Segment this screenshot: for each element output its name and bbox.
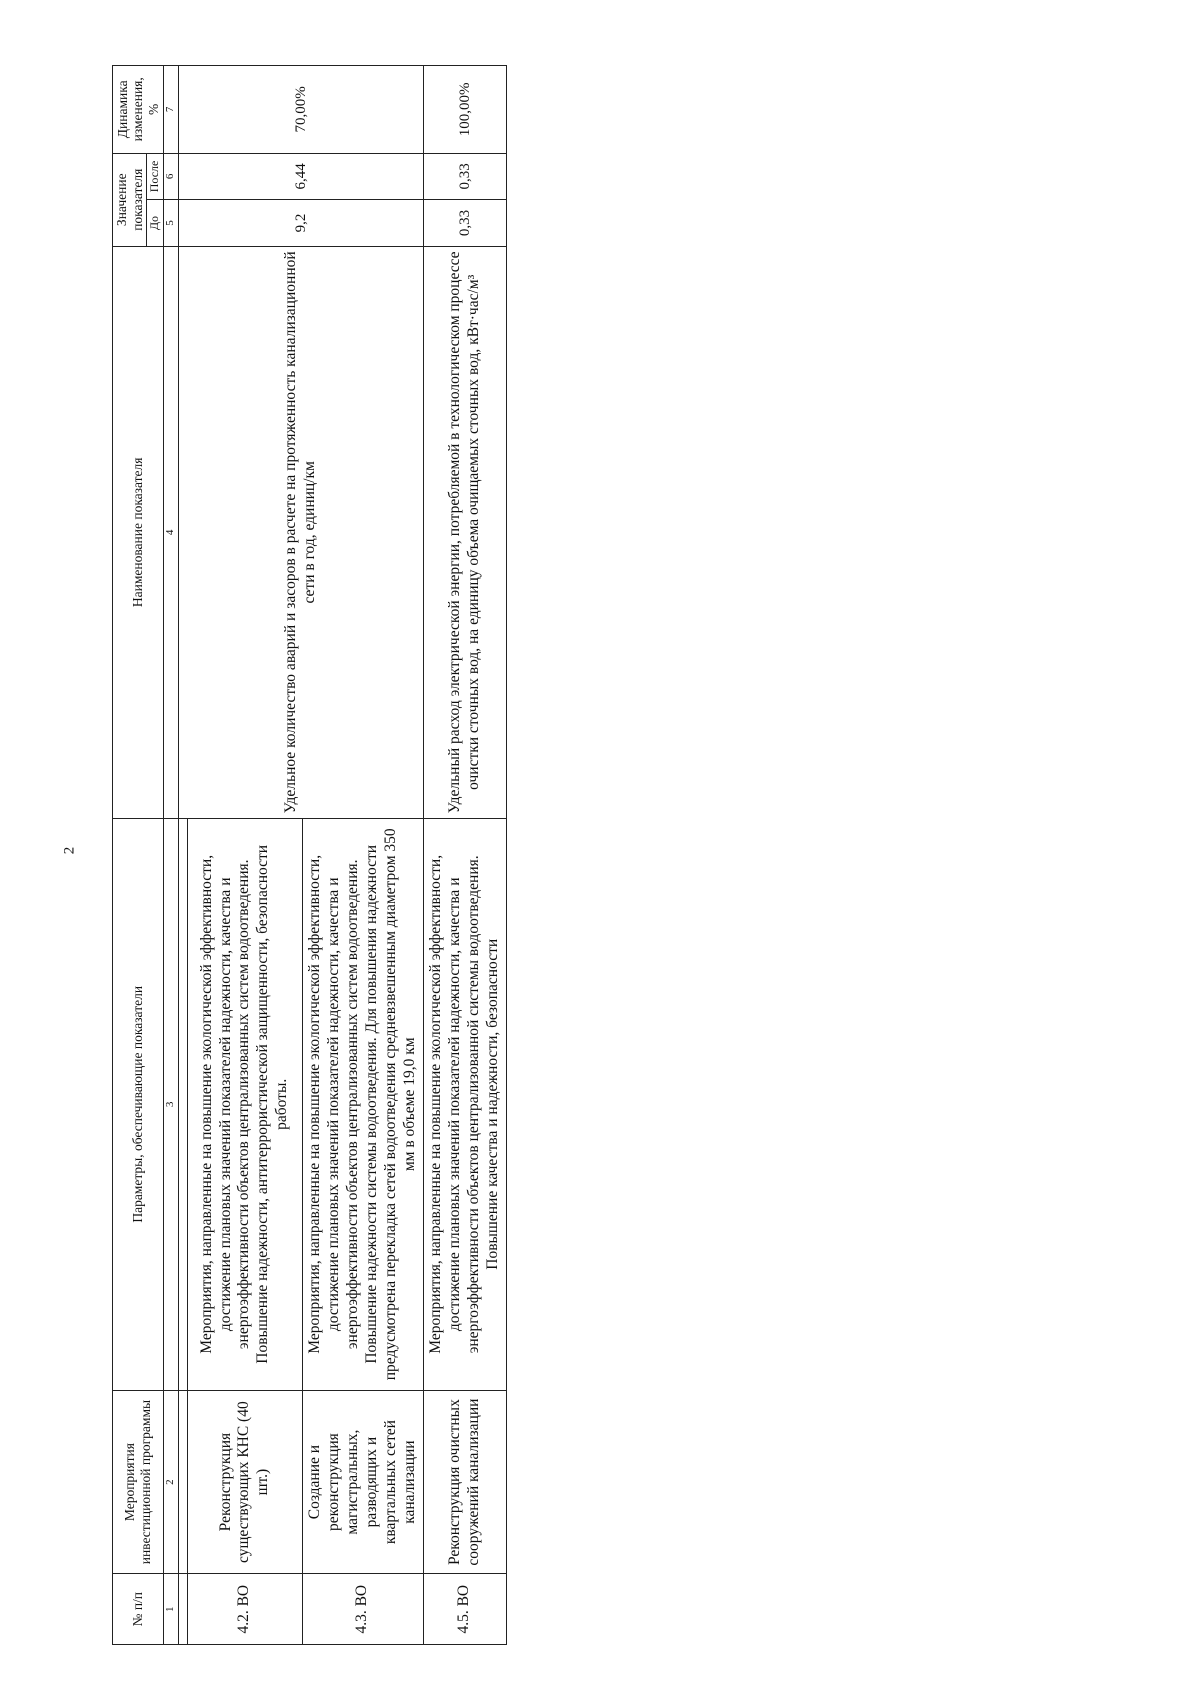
header-value: Значение показателя [113,153,147,246]
value-before-cell: 0,33 [423,200,506,247]
measure-cell: Создание и реконструкция магистральных, разводящих и квартальных сетей канализации [302,1390,423,1574]
value-after-cell: 6,44 [178,153,423,200]
column-index: 6 [163,153,178,200]
table-row-empty [178,66,187,1645]
indicator-name-cell: Удельное количество аварий и засоров в расчете на протяженность канализационной сети в год, единиц/км [178,246,423,818]
params-cell: Мероприятия, направленные на повышение экологической эффективности, достижение плановых значений показателей надежности, качества и энергоэффективности объектов централизованной системы водоотведения. Повышение качества и надежности, безопасности [423,818,506,1390]
column-index: 5 [163,200,178,247]
value-before-cell: 9,2 [178,200,423,247]
column-index: 1 [163,1574,178,1645]
row-number-cell: 4.2. ВО [188,1574,302,1645]
indicator-name-cell: Удельный расход электрической энергии, потребляемой в технологическом процессе очистки сточных вод, на единицу объема очищаемых сточных вод, кВт·час/м³ [423,246,506,818]
header-params: Параметры, обеспечивающие показатели [113,818,164,1390]
indicators-table [112,65,507,1645]
measure-cell: Реконструкция существующих КНС (40 шт.) [188,1390,302,1574]
column-index: 3 [163,818,178,1390]
column-index-row [163,66,178,1645]
table-row [423,66,506,1645]
header-dynamics: Динамика изменения, % [113,66,164,154]
measure-cell: Реконструкция очистных сооружений канализации [423,1390,506,1574]
dynamics-cell: 70,00% [178,66,423,154]
params-cell: Мероприятия, направленные на повышение экологической эффективности, достижение плановых значений показателей надежности, качества и энергоэффективности объектов централизованных систем водоотведения. Повышение надежности системы водоотведения. Для повышения надежности предусмотрена перекладка сетей водоотведения средневзвешенным диаметром 350 мм в объеме 19,0 км [302,818,423,1390]
params-cell: Мероприятия, направленные на повышение экологической эффективности, достижение плановых значений показателей надежности, качества и энергоэффективности объектов централизованных систем водоотведения. Повышение надежности, антитеррористической защищенности, безопасности работы. [188,818,302,1390]
column-index: 7 [163,66,178,154]
column-index: 4 [163,246,178,818]
header-num: № п/п [113,1574,164,1645]
value-after-cell: 0,33 [423,153,506,200]
header-before: До [147,200,164,247]
header-after: После [147,153,164,200]
column-index: 2 [163,1390,178,1574]
header-indicator-name: Наименование показателя [113,246,164,818]
dynamics-cell: 100,00% [423,66,506,154]
rotated-table-container [112,65,507,1645]
page-number: 2 [61,846,78,855]
header-measures: Мероприятия инвестиционной программы [113,1390,164,1574]
row-number-cell: 4.5. ВО [423,1574,506,1645]
row-number-cell: 4.3. ВО [302,1574,423,1645]
